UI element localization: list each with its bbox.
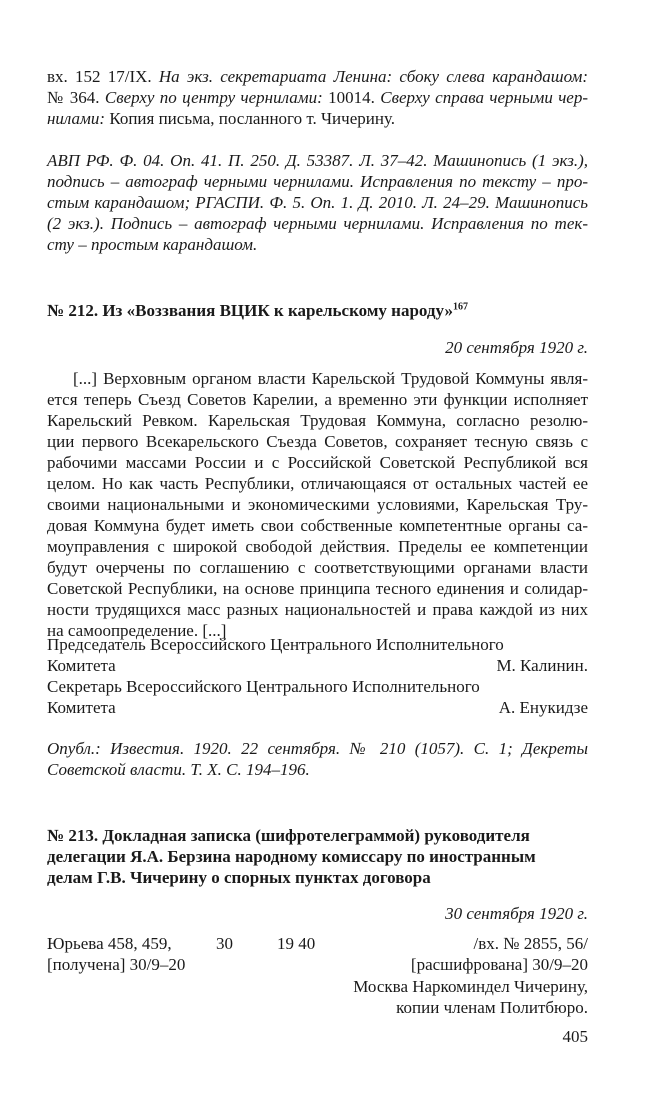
top-note-line: вх. 152 17/IX. На экз. секретариата Ленина: сбоку слева карандашом:	[47, 67, 588, 86]
signature-name: А. Енукидзе	[498, 698, 588, 717]
doc212-publication: Опубл.: Известия. 1920. 22 сентября. № 210 (1057). С. 1; Декреты Советской власти. Т. X. С. 194–196.	[47, 739, 588, 779]
body-line: на самоопределение. [...]	[47, 621, 227, 640]
doc213-title-line: делам Г.В. Чичерину о спорных пунктах договора	[47, 868, 431, 887]
footnote-ref: 167	[452, 301, 468, 313]
doc212-date: 20 сентября 1920 г.	[445, 338, 588, 357]
signature-line: Комитета М. Калинин.	[47, 656, 588, 675]
address-line: копии членам Политбюро.	[396, 998, 588, 1017]
archive-note	[47, 150, 588, 255]
top-note-line: нилами: Копия письма, посланного т. Чичерину.	[47, 109, 395, 128]
body-line: рабочими массами России и с Российской Советской Республикой вся	[47, 453, 588, 472]
body-line: будут очерчены по соглашению с соответствующими органами власти	[47, 558, 588, 577]
body-line: своими национальными и экономическими условиями, Карельская Тру-	[47, 495, 588, 514]
body-line: ется теперь Съезд Советов Карелии, а временно эти функции исполняет	[47, 390, 588, 409]
signature-title: Председатель Всероссийского Центрального Исполнительного	[47, 635, 504, 654]
doc213-title-line: делегации Я.А. Берзина народному комиссару по иностранным	[47, 847, 536, 866]
body-line: ности трудящихся масс разных национальностей и права каждой из них	[47, 600, 588, 619]
archive-line: сту – простым карандашом.	[47, 235, 258, 254]
body-line: целом. Но как часть Республики, отличающаяся от остальных частей ее	[47, 474, 588, 493]
signature-name: М. Калинин.	[496, 656, 588, 675]
body-line: довая Коммуна будет иметь свои собственные компетентные органы са-	[47, 516, 588, 535]
doc213-title-line: № 213. Докладная записка (шифротелеграммой) руководителя	[47, 826, 530, 845]
body-line: Карельский Ревком. Карельская Трудовая Коммуна, согласно резолю-	[47, 411, 588, 430]
doc212-signatures	[47, 634, 588, 718]
archive-line: стым карандашом; РГАСПИ. Ф. 5. Оп. 1. Д. 2010. Л. 24–29. Машинопись	[47, 193, 588, 212]
page-number: 405	[562, 1027, 588, 1046]
archive-line: (2 экз.). Подпись – автограф черными чернилами. Исправления по тек-	[47, 214, 588, 233]
archive-line: АВП РФ. Ф. 04. Оп. 41. П. 250. Д. 53387. Л. 37–42. Машинопись (1 экз.),	[47, 151, 588, 170]
address-line: Москва Наркоминдел Чичерину,	[353, 977, 588, 996]
archive-line: подпись – автограф черными чернилами. Исправления по тексту – про-	[47, 172, 588, 191]
body-line: моуправления с широкой свободой действия. Пределы ее компетенции	[47, 537, 588, 556]
top-note	[47, 66, 588, 129]
doc212-body	[47, 368, 588, 641]
signature-title: Секретарь Всероссийского Центрального Исполнительного	[47, 677, 480, 696]
doc213-heading	[47, 825, 588, 888]
doc212-title: № 212. Из «Воззвания ВЦИК к карельскому народу»	[47, 301, 453, 320]
doc212-heading	[47, 300, 588, 321]
body-line: Советской Республики, на основе принципа тесного единения и солидар-	[47, 579, 588, 598]
body-line: ции первого Всекарельского Съезда Советов, сохраняет тесную связь с	[47, 432, 588, 451]
telegram-header-line: Юрьева 458, 459, 30 19 40 /вх. № 2855, 56/	[47, 934, 588, 953]
doc213-telegram-header	[47, 934, 588, 1018]
body-line: [...] Верховным органом власти Карельской Трудовой Коммуны явля-	[73, 369, 588, 388]
doc213-date: 30 сентября 1920 г.	[445, 904, 588, 923]
telegram-header-line: [получена] 30/9–20 [расшифрована] 30/9–20	[47, 955, 588, 974]
top-note-line: № 364. Сверху по центру чернилами: 10014. Сверху справа черными чер-	[47, 88, 589, 107]
signature-line: Комитета А. Енукидзе	[47, 698, 588, 717]
